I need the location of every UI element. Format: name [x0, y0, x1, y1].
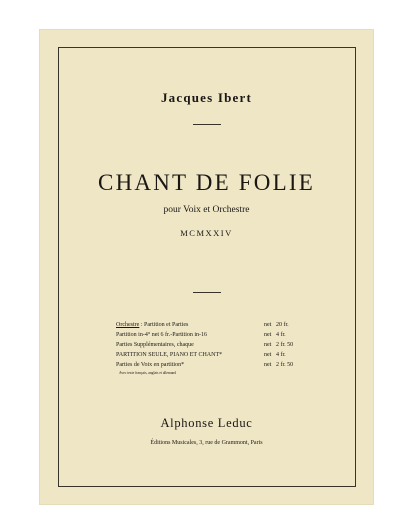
price-amount: 2 fr. 50: [276, 362, 294, 368]
price-amount: 20 fr.: [276, 322, 289, 328]
divider-rule: [193, 124, 221, 125]
work-subtitle: pour Voix et Orchestre: [163, 205, 250, 215]
work-title: CHANT DE FOLIE: [98, 170, 315, 195]
publisher-address: Éditions Musicales, 3, rue de Grammont, Paris: [150, 440, 263, 446]
price-item-category: Orchestre: [116, 322, 140, 328]
composer-name: Jacques Ibert: [160, 90, 253, 105]
price-net: net: [264, 332, 272, 338]
price-row: [116, 340, 326, 350]
publisher-name: Alphonse Leduc: [160, 416, 253, 430]
work-year: MCMXXIV: [180, 228, 233, 238]
score-cover: [40, 30, 373, 504]
price-net: net: [264, 342, 272, 348]
price-item-label: PARTITION SEULE, PIANO ET CHANT*: [116, 352, 223, 358]
price-item-label: Partition in-4° net 6 fr.-Partition in-16: [116, 332, 208, 338]
price-row: [116, 350, 326, 360]
price-item-label: Parties de Voix en partition*: [116, 362, 185, 368]
price-amount: 2 fr. 50: [276, 342, 294, 348]
price-amount: 4 fr.: [276, 332, 286, 338]
price-row: [116, 330, 326, 340]
price-net: net: [264, 352, 272, 358]
price-item-label: : Partition et Parties: [139, 322, 189, 328]
price-net: net: [264, 322, 272, 328]
price-row: [116, 320, 326, 330]
price-item: [116, 320, 188, 330]
price-item-label: Parties Supplémentaires, chaque: [116, 342, 194, 348]
price-amount: 4 fr.: [276, 352, 286, 358]
divider-rule: [193, 292, 221, 293]
price-row: [116, 360, 326, 370]
price-net: net: [264, 362, 272, 368]
language-note: Avec texte français, anglais et allemand: [119, 371, 177, 375]
price-list: [116, 320, 326, 376]
